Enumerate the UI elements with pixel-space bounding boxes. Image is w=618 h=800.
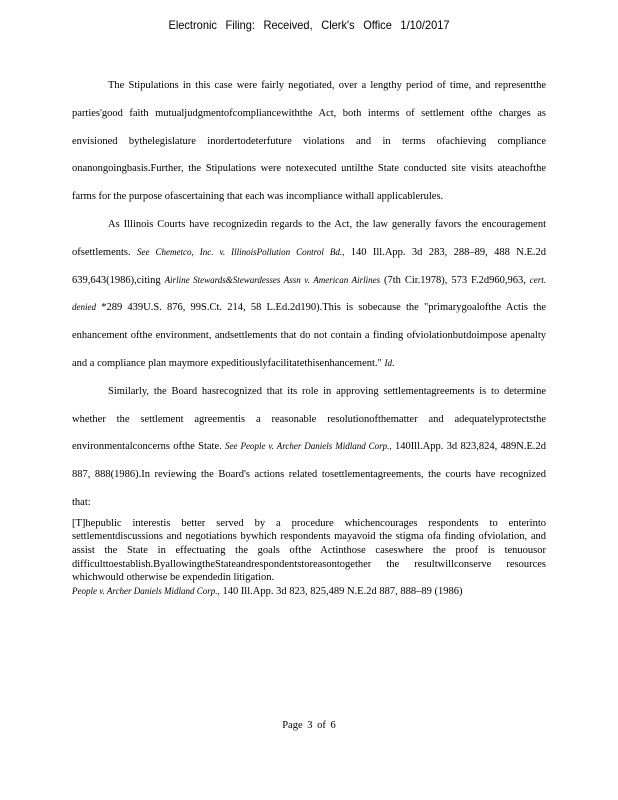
case-citation: Id	[384, 357, 392, 368]
paragraph-text: .	[391, 357, 395, 369]
case-citation: See Chemetco, Inc. v. IllinoisPollution Control Bd.,	[137, 246, 345, 257]
page-number: Page 3 of 6	[282, 720, 336, 731]
paragraph-text: 140 Ill.App. 3d 283, 288–89, 488 N.E.2d 639,643(1986),citing	[72, 246, 546, 286]
block-quote: [T]hepublic interestis better served by a procedure whichencourages respondents to enterinto settlementdiscussions and negotiations bywhich respondents mayavoid the stigma ofa finding ofviolation, and assist the State in effectuating the goals ofthe Actinthose caseswhere the proof is tenuousor difficulttoestablish.ByallowingtheStateandrespondentstoreasontogether the resultwillconserve resources whichwould otherwise be expendedin litigation.	[72, 517, 546, 584]
paragraph-text: (7th Cir.1978), 573 F.2d960,963,	[380, 274, 530, 286]
citation-text: 140 Ill.App. 3d 823, 825,489 N.E.2d 887, 888–89 (1986)	[219, 585, 463, 597]
paragraph-illinois-courts	[72, 211, 546, 378]
paragraph-text: Similarly, the Board hasrecognized that its role in approving settlementagreements is to determine whether the settlement agreementis a reasonable resolutionofthematter and adequatelyprotectsthe environmentalconcerns ofthe State.	[72, 385, 546, 453]
paragraph-board-role	[72, 378, 546, 517]
paragraph-text: *289 439U.S. 876, 99S.Ct. 214, 58 L.Ed.2d190).This is sobecause the "primarygoalofthe Actis the enhancement ofthe environment, andsettlements that do not contain a finding ofviolationbutdoimpose apenalty and a compliance plan maymore expeditiouslyfacilitatethisenhancement."	[72, 302, 546, 369]
paragraph-stipulations: The Stipulations in this case were fairly negotiated, over a lengthy period of time, and representthe parties'good faith mutualjudgmentofcompliancewiththe Act, both interms of settlement ofthe charges as envisioned bythelegislature inordertodeterfuture violations and in terms ofachieving compliance onanongoingbasis.Further, the Stipulations were notexecuted untilthe State conducted site visits ateachofthe farms for the purpose ofascertaining that each was incompliance withall applicablerules.	[72, 80, 546, 203]
block-quote-citation	[72, 585, 546, 599]
case-citation: cert. denied	[72, 274, 546, 313]
filing-header: Electronic Filing: Received, Clerk's Office 1/10/2017	[168, 18, 450, 32]
case-citation: See People v. Archer Daniels Midland Corp.,	[225, 441, 392, 452]
paragraph-text: As Illinois Courts have recognizedin regards to the Act, the law generally favors the encouragement ofsettlements.	[72, 218, 546, 258]
paragraph-text: 140Ill.App. 3d 823,824, 489N.E.2d 887, 888(1986).In reviewing the Board's actions related tosettlementagreements, the courts have recognized that:	[72, 441, 546, 508]
case-citation: Airline Stewards&Stewardesses Assn v. American Airlines	[164, 274, 381, 285]
document-body	[72, 72, 546, 598]
case-citation: People v. Archer Daniels Midland Corp.,	[72, 585, 220, 596]
